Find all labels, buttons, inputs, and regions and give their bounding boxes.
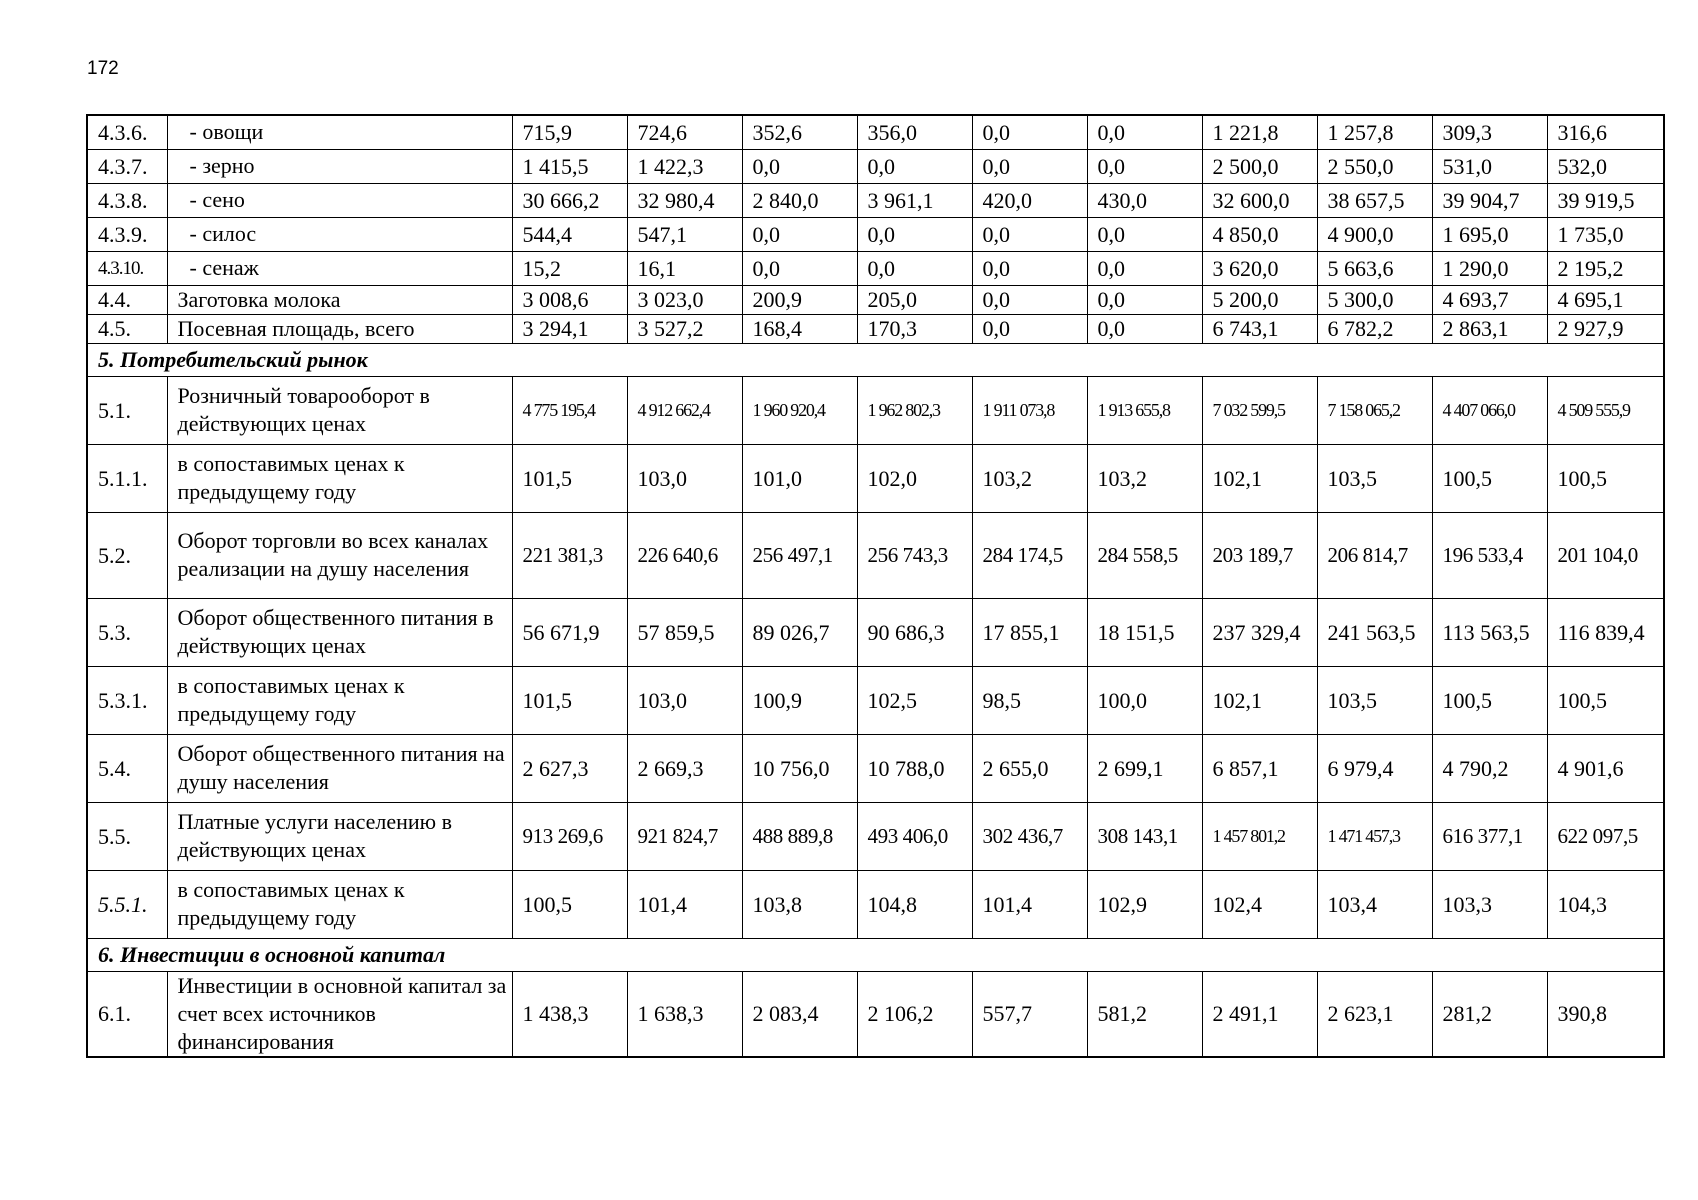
row-label: Оборот общественного питания на душу населения [167,734,512,802]
value-cell: 98,5 [972,666,1087,734]
value-cell: 102,4 [1202,870,1317,938]
value-cell: 3 023,0 [627,285,742,314]
value-cell: 2 627,3 [512,734,627,802]
table-row [87,251,1664,285]
value-cell: 0,0 [972,285,1087,314]
value-cell: 0,0 [742,149,857,183]
value-cell: 2 083,4 [742,971,857,1057]
section-header-row [87,343,1664,376]
value-cell: 30 666,2 [512,183,627,217]
value-cell: 32 600,0 [1202,183,1317,217]
value-cell: 616 377,1 [1432,802,1547,870]
value-cell: 4 407 066,0 [1432,376,1547,444]
row-code: 4.3.10. [87,251,167,285]
value-cell: 200,9 [742,285,857,314]
value-cell: 100,9 [742,666,857,734]
row-code: 4.5. [87,314,167,343]
row-label: в сопоставимых ценах к предыдущему году [167,870,512,938]
row-code: 4.4. [87,285,167,314]
table-row [87,115,1664,149]
value-cell: 581,2 [1087,971,1202,1057]
value-cell: 2 195,2 [1547,251,1664,285]
value-cell: 56 671,9 [512,598,627,666]
value-cell: 281,2 [1432,971,1547,1057]
value-cell: 3 294,1 [512,314,627,343]
value-cell: 1 913 655,8 [1087,376,1202,444]
value-cell: 0,0 [857,251,972,285]
value-cell: 103,5 [1317,666,1432,734]
value-cell: 104,3 [1547,870,1664,938]
value-cell: 256 497,1 [742,512,857,598]
value-cell: 100,5 [1432,444,1547,512]
row-code: 6.1. [87,971,167,1057]
row-code: 4.3.6. [87,115,167,149]
value-cell: 170,3 [857,314,972,343]
table-row [87,149,1664,183]
row-label: Инвестиции в основной капитал за счет всех источников финансирования [167,971,512,1057]
value-cell: 1 638,3 [627,971,742,1057]
value-cell: 17 855,1 [972,598,1087,666]
value-cell: 102,5 [857,666,972,734]
value-cell: 1 290,0 [1432,251,1547,285]
value-cell: 308 143,1 [1087,802,1202,870]
row-code: 4.3.9. [87,217,167,251]
row-label: Розничный товарооборот в действующих ценах [167,376,512,444]
value-cell: 103,4 [1317,870,1432,938]
value-cell: 5 300,0 [1317,285,1432,314]
value-cell: 0,0 [857,149,972,183]
value-cell: 101,4 [972,870,1087,938]
value-cell: 0,0 [1087,115,1202,149]
value-cell: 493 406,0 [857,802,972,870]
value-cell: 201 104,0 [1547,512,1664,598]
value-cell: 100,5 [1547,444,1664,512]
value-cell: 0,0 [742,251,857,285]
value-cell: 168,4 [742,314,857,343]
value-cell: 921 824,7 [627,802,742,870]
table-row [87,314,1664,343]
value-cell: 532,0 [1547,149,1664,183]
value-cell: 226 640,6 [627,512,742,598]
value-cell: 2 550,0 [1317,149,1432,183]
value-cell: 1 438,3 [512,971,627,1057]
value-cell: 102,1 [1202,666,1317,734]
value-cell: 101,0 [742,444,857,512]
value-cell: 102,9 [1087,870,1202,938]
value-cell: 302 436,7 [972,802,1087,870]
value-cell: 205,0 [857,285,972,314]
statistics-table [86,114,1665,1058]
value-cell: 100,5 [512,870,627,938]
value-cell: 544,4 [512,217,627,251]
value-cell: 1 962 802,3 [857,376,972,444]
row-label: в сопоставимых ценах к предыдущему году [167,444,512,512]
row-code: 5.1. [87,376,167,444]
value-cell: 0,0 [1087,314,1202,343]
value-cell: 316,6 [1547,115,1664,149]
value-cell: 39 919,5 [1547,183,1664,217]
value-cell: 39 904,7 [1432,183,1547,217]
value-cell: 4 775 195,4 [512,376,627,444]
value-cell: 4 509 555,9 [1547,376,1664,444]
section-header-row [87,938,1664,971]
value-cell: 6 857,1 [1202,734,1317,802]
value-cell: 7 158 065,2 [1317,376,1432,444]
value-cell: 0,0 [972,149,1087,183]
row-label: - овощи [167,115,512,149]
value-cell: 4 901,6 [1547,734,1664,802]
value-cell: 284 558,5 [1087,512,1202,598]
value-cell: 2 106,2 [857,971,972,1057]
value-cell: 103,2 [972,444,1087,512]
row-label: в сопоставимых ценах к предыдущему году [167,666,512,734]
value-cell: 0,0 [1087,149,1202,183]
value-cell: 16,1 [627,251,742,285]
value-cell: 5 200,0 [1202,285,1317,314]
value-cell: 89 026,7 [742,598,857,666]
value-cell: 103,0 [627,666,742,734]
row-code: 5.3.1. [87,666,167,734]
table-row [87,802,1664,870]
value-cell: 0,0 [1087,217,1202,251]
value-cell: 101,5 [512,444,627,512]
value-cell: 0,0 [1087,251,1202,285]
value-cell: 101,5 [512,666,627,734]
row-label: - сенаж [167,251,512,285]
value-cell: 1 911 073,8 [972,376,1087,444]
value-cell: 724,6 [627,115,742,149]
row-label: Оборот общественного питания в действующих ценах [167,598,512,666]
value-cell: 100,5 [1547,666,1664,734]
row-label: - зерно [167,149,512,183]
row-label: - силос [167,217,512,251]
value-cell: 2 500,0 [1202,149,1317,183]
value-cell: 103,3 [1432,870,1547,938]
value-cell: 547,1 [627,217,742,251]
section-title: 5. Потребительский рынок [87,343,1664,376]
value-cell: 488 889,8 [742,802,857,870]
value-cell: 715,9 [512,115,627,149]
value-cell: 352,6 [742,115,857,149]
value-cell: 622 097,5 [1547,802,1664,870]
table-row [87,971,1664,1057]
value-cell: 4 693,7 [1432,285,1547,314]
table-row [87,512,1664,598]
value-cell: 90 686,3 [857,598,972,666]
value-cell: 420,0 [972,183,1087,217]
value-cell: 4 900,0 [1317,217,1432,251]
value-cell: 104,8 [857,870,972,938]
row-code: 5.5. [87,802,167,870]
value-cell: 206 814,7 [1317,512,1432,598]
row-label: - сено [167,183,512,217]
value-cell: 1 960 920,4 [742,376,857,444]
value-cell: 4 790,2 [1432,734,1547,802]
value-cell: 3 620,0 [1202,251,1317,285]
value-cell: 531,0 [1432,149,1547,183]
value-cell: 103,5 [1317,444,1432,512]
row-code: 5.3. [87,598,167,666]
row-code: 5.5.1. [87,870,167,938]
table-row [87,666,1664,734]
row-code: 4.3.8. [87,183,167,217]
value-cell: 2 927,9 [1547,314,1664,343]
value-cell: 116 839,4 [1547,598,1664,666]
value-cell: 1 422,3 [627,149,742,183]
row-label: Платные услуги населению в действующих ценах [167,802,512,870]
value-cell: 430,0 [1087,183,1202,217]
table-row [87,285,1664,314]
value-cell: 6 743,1 [1202,314,1317,343]
value-cell: 15,2 [512,251,627,285]
table-row [87,376,1664,444]
table-row [87,217,1664,251]
value-cell: 4 850,0 [1202,217,1317,251]
table-row [87,444,1664,512]
value-cell: 1 257,8 [1317,115,1432,149]
value-cell: 101,4 [627,870,742,938]
value-cell: 102,0 [857,444,972,512]
value-cell: 356,0 [857,115,972,149]
value-cell: 3 527,2 [627,314,742,343]
table-row [87,734,1664,802]
page-number: 172 [87,58,119,79]
value-cell: 2 491,1 [1202,971,1317,1057]
value-cell: 10 788,0 [857,734,972,802]
value-cell: 1 457 801,2 [1202,802,1317,870]
value-cell: 32 980,4 [627,183,742,217]
value-cell: 0,0 [742,217,857,251]
value-cell: 221 381,3 [512,512,627,598]
value-cell: 5 663,6 [1317,251,1432,285]
value-cell: 102,1 [1202,444,1317,512]
value-cell: 2 863,1 [1432,314,1547,343]
section-title: 6. Инвестиции в основной капитал [87,938,1664,971]
table-row [87,183,1664,217]
value-cell: 4 912 662,4 [627,376,742,444]
value-cell: 2 623,1 [1317,971,1432,1057]
row-code: 4.3.7. [87,149,167,183]
value-cell: 913 269,6 [512,802,627,870]
value-cell: 196 533,4 [1432,512,1547,598]
value-cell: 237 329,4 [1202,598,1317,666]
value-cell: 2 669,3 [627,734,742,802]
value-cell: 284 174,5 [972,512,1087,598]
value-cell: 103,0 [627,444,742,512]
value-cell: 100,5 [1432,666,1547,734]
value-cell: 390,8 [1547,971,1664,1057]
row-code: 5.1.1. [87,444,167,512]
value-cell: 0,0 [972,217,1087,251]
value-cell: 203 189,7 [1202,512,1317,598]
value-cell: 0,0 [972,251,1087,285]
value-cell: 103,2 [1087,444,1202,512]
value-cell: 3 961,1 [857,183,972,217]
row-code: 5.4. [87,734,167,802]
value-cell: 1 695,0 [1432,217,1547,251]
value-cell: 241 563,5 [1317,598,1432,666]
value-cell: 18 151,5 [1087,598,1202,666]
value-cell: 6 979,4 [1317,734,1432,802]
value-cell: 4 695,1 [1547,285,1664,314]
value-cell: 113 563,5 [1432,598,1547,666]
value-cell: 2 655,0 [972,734,1087,802]
value-cell: 10 756,0 [742,734,857,802]
value-cell: 309,3 [1432,115,1547,149]
row-label: Оборот торговли во всех каналах реализации на душу населения [167,512,512,598]
value-cell: 7 032 599,5 [1202,376,1317,444]
value-cell: 57 859,5 [627,598,742,666]
row-label: Посевная площадь, всего [167,314,512,343]
row-code: 5.2. [87,512,167,598]
value-cell: 256 743,3 [857,512,972,598]
table-row [87,870,1664,938]
value-cell: 0,0 [972,115,1087,149]
row-label: Заготовка молока [167,285,512,314]
value-cell: 1 221,8 [1202,115,1317,149]
value-cell: 1 415,5 [512,149,627,183]
value-cell: 38 657,5 [1317,183,1432,217]
value-cell: 0,0 [1087,285,1202,314]
value-cell: 2 699,1 [1087,734,1202,802]
value-cell: 1 471 457,3 [1317,802,1432,870]
value-cell: 103,8 [742,870,857,938]
value-cell: 557,7 [972,971,1087,1057]
value-cell: 2 840,0 [742,183,857,217]
value-cell: 3 008,6 [512,285,627,314]
value-cell: 100,0 [1087,666,1202,734]
table-row [87,598,1664,666]
value-cell: 1 735,0 [1547,217,1664,251]
value-cell: 0,0 [972,314,1087,343]
value-cell: 6 782,2 [1317,314,1432,343]
value-cell: 0,0 [857,217,972,251]
